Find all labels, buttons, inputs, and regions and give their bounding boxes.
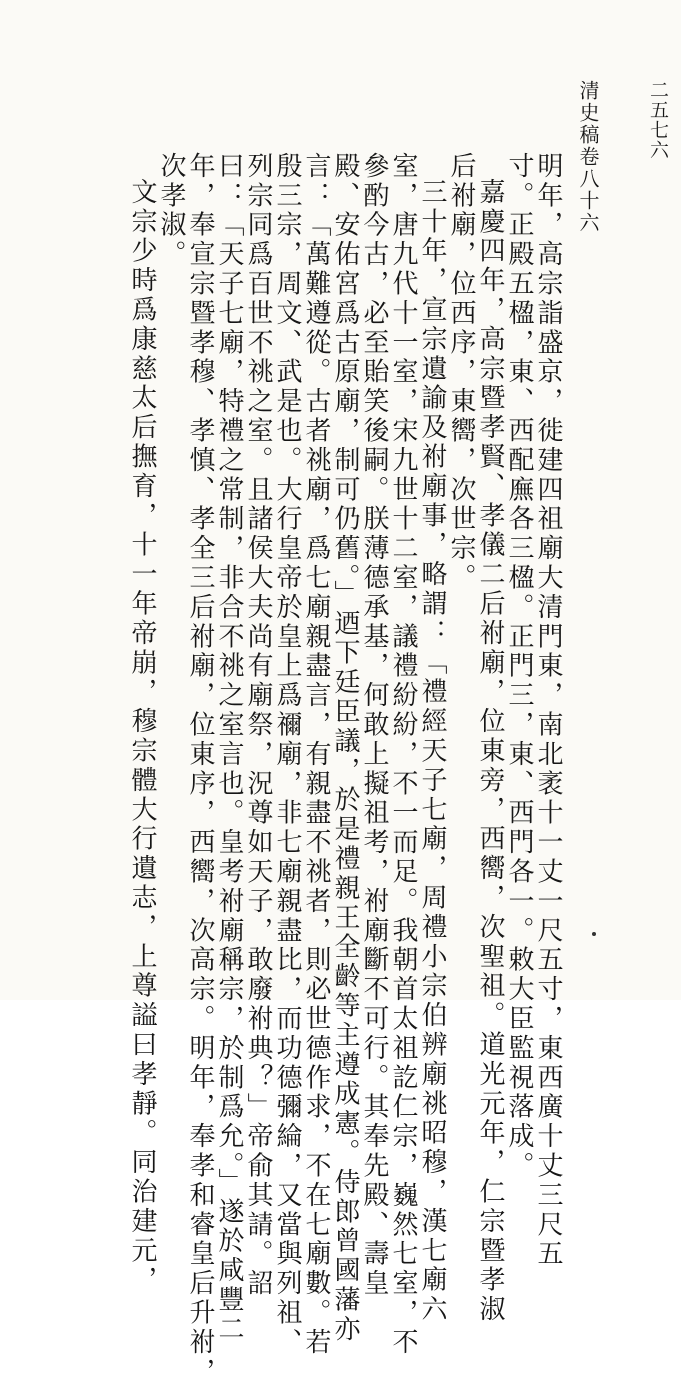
running-header-title: 清史稿卷八十六 xyxy=(576,80,600,234)
text-column-4: 后祔廟，位西序，東嚮，次世宗。 xyxy=(446,152,476,593)
text-column-11: 列宗同爲百世不祧之室。且諸侯大夫尚有廟祭，況尊如天子，敢廢祔典？」帝俞其請。詔 xyxy=(243,152,273,1299)
text-column-1: 明年，高宗詣盛京，徙建四祖廟大清門東，南北袤十一丈一尺五寸，東西廣十丈三尺五 xyxy=(533,152,563,1270)
text-column-15: 文宗少時爲康慈太后撫育，十一年帝崩，穆宗體大行遺志，上尊謚曰孝靜。同治建元， xyxy=(127,178,157,1296)
scan-speck xyxy=(592,932,596,936)
text-column-14: 次孝淑。 xyxy=(156,152,186,270)
text-column-7: 參酌今古，必至貽笑後嗣。朕薄德承基，何敢上擬祖考，祔廟斷不可行。其奉先殿、壽皇 xyxy=(359,152,389,1299)
text-column-8: 殿、安佑宮爲古原廟，制可仍舊。」迺下廷臣議，於是禮親王全齡等主遵成憲。侍郎曾國藩亦 xyxy=(330,152,360,1345)
text-column-12: 曰：「天子七廟，特禮之常制，非合不祧之室言也。皇考祔廟稱宗，於制爲允。」遂於咸豐二 xyxy=(214,152,244,1345)
text-column-13: 年，奉宣宗暨孝穆、孝慎、孝全三后祔廟，位東序，西嚮，次高宗。明年，奉孝和睿皇后升祔， xyxy=(185,152,215,1387)
text-column-6: 室，唐九代十一室，宋九世十二室，議禮紛紛，不一而足。我朝首太祖訖仁宗，巍然七室，不 xyxy=(388,152,418,1358)
text-column-2: 寸。正殿五楹，東、西配廡各三楹。正門三，東、西門各一。敕大臣監視落成。 xyxy=(504,152,534,1181)
text-column-3: 嘉慶四年，高宗暨孝賢、孝儀二后祔廟，位東旁，西嚮，次聖祖。道光元年，仁宗暨孝淑 xyxy=(475,178,505,1325)
page-number: 二五七六 xyxy=(647,80,669,160)
text-column-9: 言：「萬難遵從。古者祧廟，爲七廟親盡言，有親盡不祧者，則必世德作求，不在七廟數。若 xyxy=(301,152,331,1358)
text-column-10: 殷三宗，周文、武是也。大行皇帝於皇上爲禰廟，非七廟親盡比，而功德彌綸，又當與列祖、 xyxy=(272,152,302,1358)
text-column-5: 三十年，宣宗遺諭及祔廟事，略謂：「禮經天子七廟，周禮小宗伯辨廟祧昭穆，漢七廟六 xyxy=(417,178,447,1325)
